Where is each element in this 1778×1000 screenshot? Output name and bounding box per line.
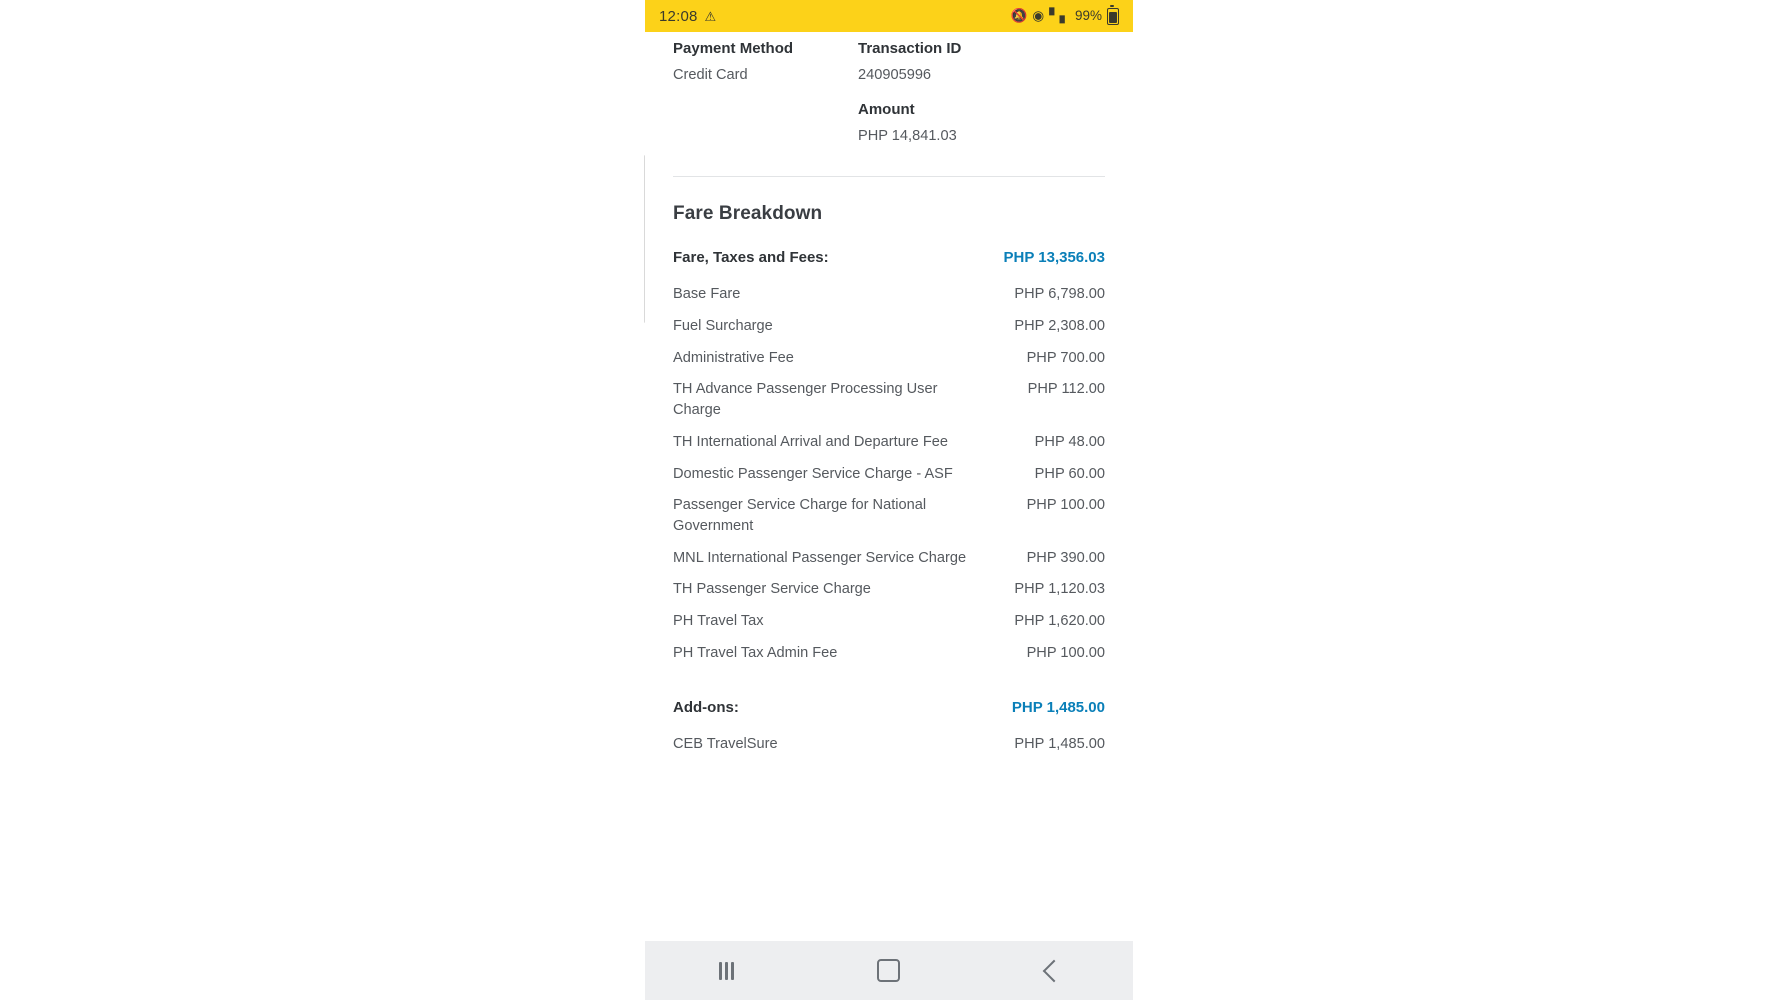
fare-item-label: TH Passenger Service Charge	[673, 581, 871, 598]
fare-item-amount: PHP 390.00	[1026, 549, 1105, 566]
android-navigation-bar	[645, 941, 1133, 1000]
fare-summary-row	[673, 247, 1105, 268]
fare-item-label: PH Travel Tax	[673, 613, 764, 630]
fare-item-amount: PHP 100.00	[1026, 497, 1105, 514]
transaction-id-label: Transaction ID	[858, 40, 962, 57]
cellular-signal-icon: ▘▖	[1049, 8, 1070, 24]
transaction-column	[858, 40, 1105, 162]
fare-line-item	[673, 734, 1105, 755]
fare-item-label: MNL International Passenger Service Charge	[673, 549, 967, 566]
fare-breakdown-title: Fare Breakdown	[673, 203, 823, 224]
recents-button[interactable]	[693, 941, 759, 1000]
addons-summary-amount: PHP 1,485.00	[1011, 698, 1105, 716]
back-button[interactable]	[1019, 941, 1085, 1000]
fare-item-label: Fuel Surcharge	[673, 318, 773, 335]
back-icon	[1043, 959, 1066, 982]
fare-item-amount: PHP 2,308.00	[1014, 318, 1105, 335]
fare-summary-label: Fare, Taxes and Fees:	[673, 249, 829, 266]
fare-item-label: Base Fare	[673, 286, 741, 303]
payment-method-column	[673, 40, 858, 162]
fare-item-amount: PHP 48.00	[1034, 433, 1105, 450]
fare-line-item	[673, 611, 1105, 632]
addons-items-list	[673, 734, 1105, 755]
fare-item-label: TH International Arrival and Departure Fee	[673, 433, 948, 450]
fare-item-amount: PHP 1,620.00	[1014, 613, 1105, 630]
bell-mute-icon: 🔕	[1010, 8, 1028, 24]
battery-percent-label: 99%	[1074, 8, 1102, 24]
fare-item-amount: PHP 112.00	[1027, 381, 1105, 398]
fare-line-item	[673, 643, 1105, 664]
fare-line-item	[673, 348, 1105, 369]
fare-item-amount: PHP 1,120.03	[1014, 581, 1105, 598]
home-icon	[877, 959, 900, 982]
addon-item-label: CEB TravelSure	[673, 735, 778, 752]
fare-breakdown-section	[645, 203, 1133, 755]
fare-line-item	[673, 579, 1105, 600]
fare-line-item	[673, 464, 1105, 485]
fare-item-label: Domestic Passenger Service Charge - ASF	[673, 465, 953, 482]
payment-section	[645, 32, 1133, 162]
payment-method-label: Payment Method	[673, 40, 794, 57]
section-divider	[673, 176, 1105, 177]
payment-grid	[673, 32, 1105, 162]
fare-line-item	[673, 548, 1105, 569]
fare-item-label: PH Travel Tax Admin Fee	[673, 644, 838, 661]
fare-item-label: TH Advance Passenger Processing User Charge	[673, 381, 938, 419]
fare-line-item	[673, 284, 1105, 305]
fare-items-list	[673, 284, 1105, 663]
fare-item-label: Passenger Service Charge for National Government	[673, 497, 927, 535]
status-bar-right	[1011, 8, 1119, 25]
fare-line-item	[673, 495, 1105, 536]
recents-icon	[719, 962, 734, 980]
addons-summary-row	[673, 697, 1105, 718]
fare-item-label: Administrative Fee	[673, 349, 794, 366]
wifi-icon: ◉	[1032, 8, 1045, 24]
booking-details-content[interactable]	[645, 32, 1133, 941]
transaction-id-value: 240905996	[858, 67, 932, 83]
status-bar	[645, 0, 1133, 32]
addons-summary-label: Add-ons:	[673, 698, 739, 716]
home-button[interactable]	[856, 941, 922, 1000]
fare-line-item	[673, 432, 1105, 453]
addons-spacer	[673, 675, 1105, 697]
fare-line-item	[673, 316, 1105, 337]
fare-item-amount: PHP 60.00	[1034, 465, 1105, 482]
fare-item-amount: PHP 700.00	[1026, 349, 1105, 366]
payment-method-value: Credit Card	[673, 67, 748, 83]
battery-icon	[1107, 8, 1119, 25]
status-bar-left	[659, 8, 716, 25]
amount-value: PHP 14,841.03	[858, 128, 957, 144]
fare-item-amount: PHP 6,798.00	[1014, 286, 1105, 303]
phone-screen	[645, 0, 1133, 1000]
fare-line-item	[673, 379, 1105, 420]
status-time: 12:08	[659, 7, 698, 25]
warning-triangle-icon: ⚠	[704, 8, 717, 24]
fare-summary-amount: PHP 13,356.03	[1003, 249, 1105, 266]
fare-item-amount: PHP 100.00	[1026, 644, 1105, 661]
addon-item-amount: PHP 1,485.00	[1014, 735, 1105, 752]
amount-label: Amount	[858, 101, 915, 118]
